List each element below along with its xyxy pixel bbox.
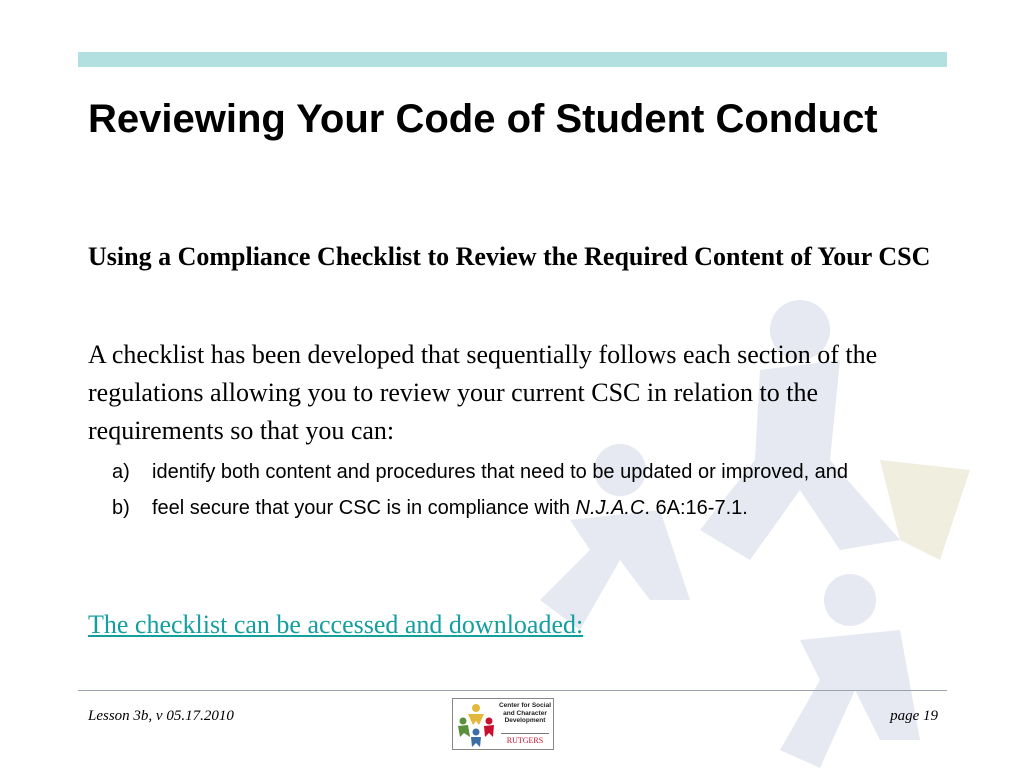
checklist-purpose-list — [88, 458, 908, 530]
star-people-logo-icon — [454, 699, 498, 749]
slide-title: Reviewing Your Code of Student Conduct — [88, 97, 878, 141]
page-number: page 19 — [890, 708, 938, 724]
list-item — [88, 494, 908, 522]
logo-divider — [501, 733, 549, 734]
logo-text-line: and Character — [503, 709, 547, 717]
footer-divider — [78, 690, 947, 691]
lesson-version: Lesson 3b, v 05.17.2010 — [88, 708, 234, 724]
list-item-text: identify both content and procedures that need to be updated or improved, and — [152, 461, 849, 483]
list-marker: a) — [112, 461, 130, 483]
intro-paragraph: A checklist has been developed that sequentially follows each section of the regulations allowing you to review your current CSC in relation to the requirements so that you can: — [88, 340, 878, 445]
list-marker: b) — [112, 497, 130, 519]
rutgers-wordmark: RUTGERS — [506, 736, 544, 745]
list-item-text — [152, 494, 908, 522]
list-item-text-start: feel secure that your CSC is in compliance with — [152, 497, 576, 519]
list-item — [88, 458, 908, 486]
list-item-text-end: . 6A:16-7.1. — [644, 497, 748, 519]
cscd-rutgers-logo — [452, 698, 554, 750]
logo-text-line: Development — [504, 717, 546, 724]
regulation-citation: N.J.A.C — [575, 497, 645, 519]
checklist-download-link[interactable]: The checklist can be accessed and downloaded: — [88, 610, 584, 639]
header-accent-bar — [78, 52, 947, 67]
logo-text-line: Center for Social — [498, 702, 551, 709]
slide-subtitle: Using a Compliance Checklist to Review the Required Content of Your CSC — [88, 242, 931, 271]
